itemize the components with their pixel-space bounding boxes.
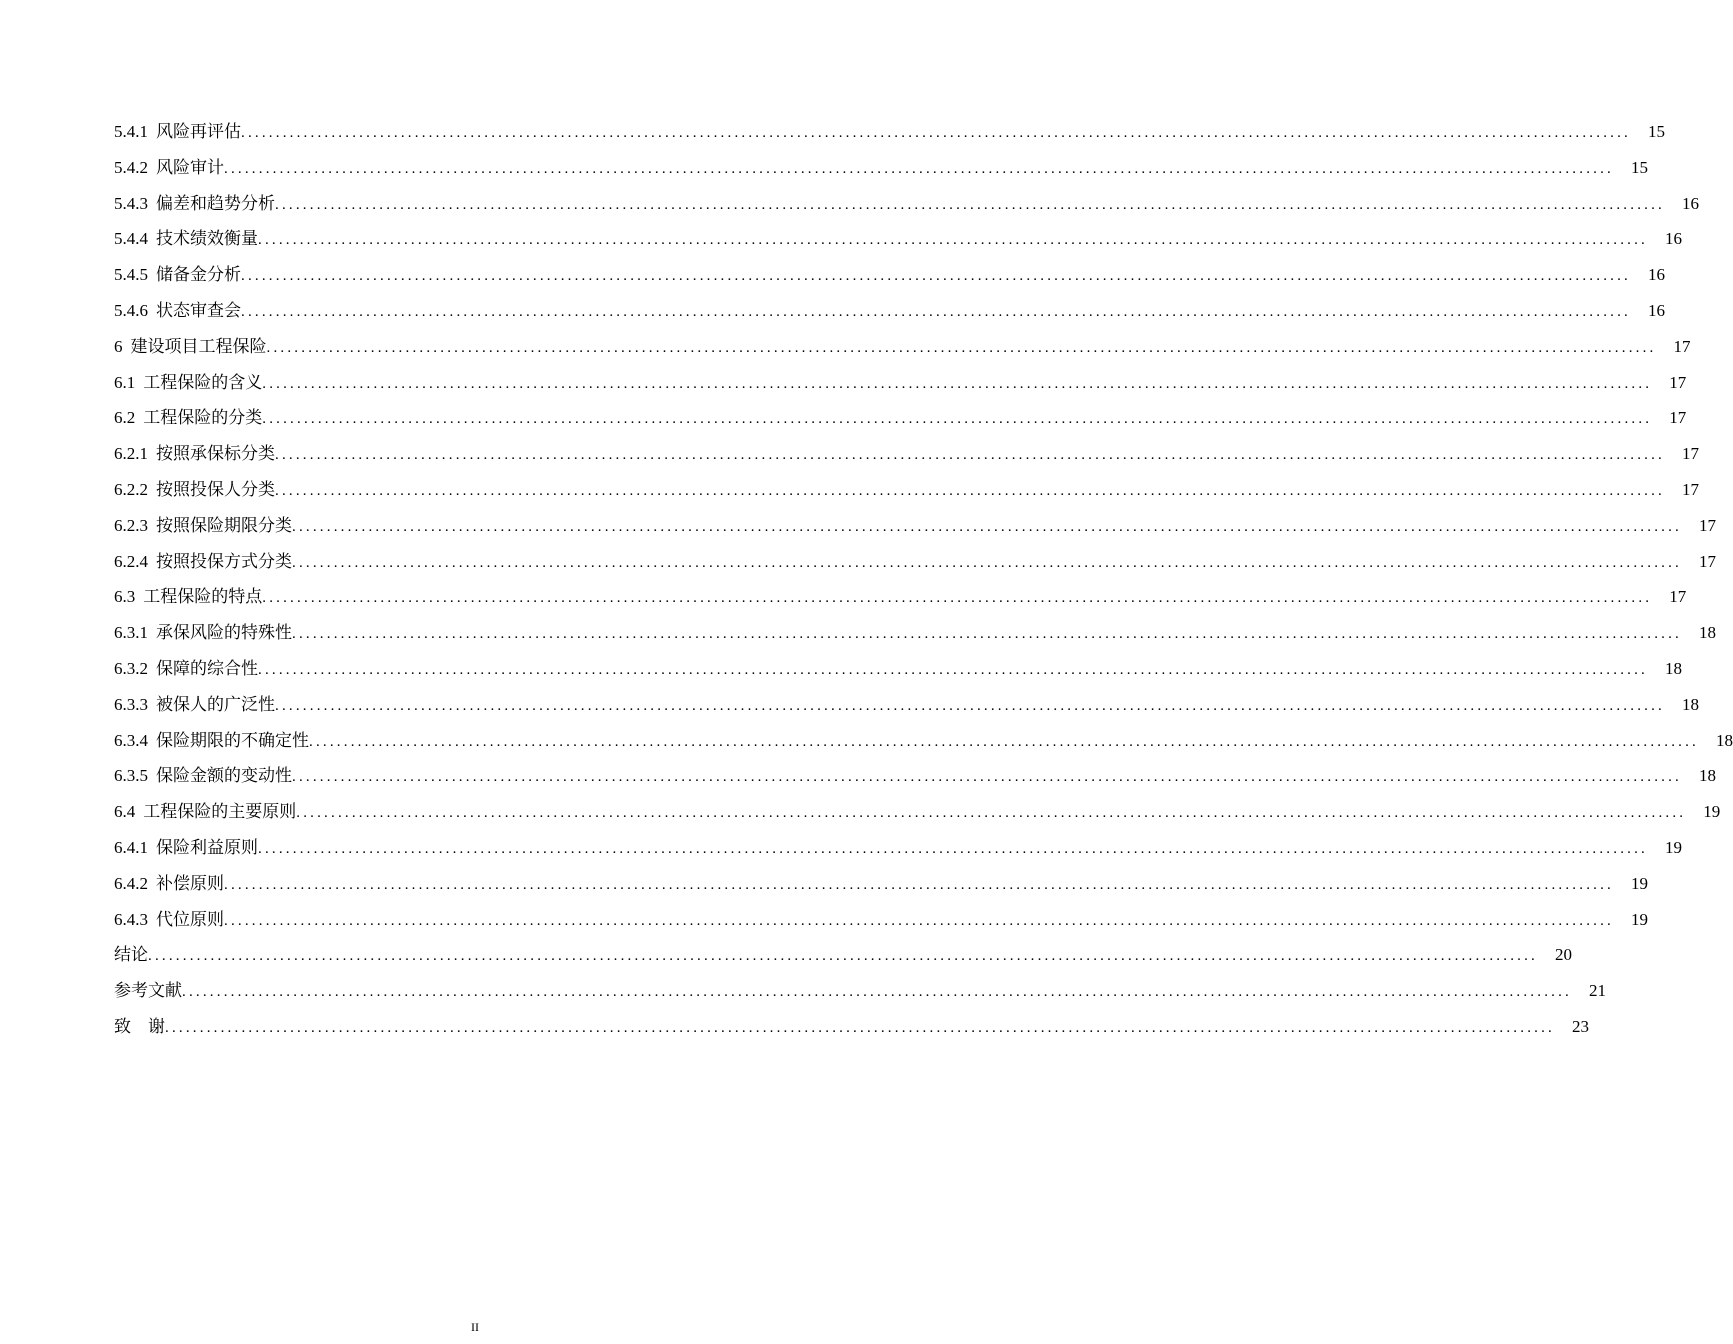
toc-dot-leader: ........................................................................................................................................................................................................: [309, 733, 1699, 750]
toc-entry-label: [114, 758, 292, 794]
toc-dot-leader: ........................................................................................................................................................................................................: [224, 876, 1614, 893]
toc-entry-page: 19: [1665, 837, 1682, 857]
toc-dot-leader: ........................................................................................................................................................................................................: [275, 447, 1665, 464]
toc-dot-leader: ........................................................................................................................................................................................................: [292, 626, 1682, 643]
toc-entry-label: [114, 329, 267, 365]
toc-dot-leader: ........................................................................................................................................................................................................: [275, 482, 1665, 499]
toc-entry[interactable]: [114, 114, 1665, 150]
toc-entry-number: 5.4.3: [114, 193, 148, 213]
toc-entry[interactable]: [114, 400, 1687, 436]
toc-entry[interactable]: [114, 186, 1699, 222]
toc-entry-page: 19: [1631, 909, 1648, 929]
toc-entry-label: [114, 794, 296, 830]
toc-dot-leader: ........................................................................................................................................................................................................: [165, 1019, 1555, 1036]
toc-entry-page: 17: [1699, 515, 1716, 535]
toc-entry-label: [114, 508, 292, 544]
toc-entry-label: [114, 866, 224, 902]
toc-entry-label: [114, 544, 292, 580]
toc-entry-title: 按照承保标分类: [156, 444, 275, 464]
toc-entry[interactable]: [114, 257, 1665, 293]
toc-entry-page: 15: [1648, 122, 1665, 141]
toc-entry-label: [114, 830, 258, 866]
toc-entry-title: 结论: [114, 945, 148, 965]
toc-entry-page: 17: [1682, 444, 1699, 464]
toc-entry[interactable]: [114, 758, 1716, 794]
toc-entry-number: 6.2.2: [114, 479, 148, 499]
toc-entry-title: 储备金分析: [156, 265, 241, 285]
toc-entry-page: 18: [1682, 694, 1699, 714]
toc-entry-page: 18: [1716, 730, 1733, 750]
toc-entry-label: [114, 436, 275, 472]
toc-entry-title: 按照保险期限分类: [156, 515, 292, 535]
toc-entry-page: 17: [1669, 587, 1687, 607]
toc-entry-page: 17: [1673, 336, 1691, 356]
toc-entry-number: 6.1: [114, 372, 136, 392]
toc-dot-leader: ........................................................................................................................................................................................................: [296, 805, 1687, 822]
toc-entry[interactable]: [114, 723, 1733, 759]
toc-entry[interactable]: [114, 329, 1691, 365]
toc-entry-page: 17: [1669, 408, 1687, 428]
toc-entry[interactable]: [114, 508, 1716, 544]
toc-entry[interactable]: [114, 615, 1716, 651]
toc-entry-title: 保险金额的变动性: [156, 766, 292, 786]
toc-entry-label: [114, 114, 241, 150]
toc-entry-number: 6.3.5: [114, 766, 148, 786]
toc-entry-page: 17: [1669, 372, 1687, 392]
toc-entry-page: 18: [1665, 658, 1682, 678]
toc-entry-title: 保险期限的不确定性: [156, 730, 309, 750]
toc-entry-label: [114, 365, 262, 401]
toc-dot-leader: ........................................................................................................................................................................................................: [266, 339, 1657, 356]
toc-entry-number: 6.3.3: [114, 694, 148, 714]
toc-entry-title: 承保风险的特殊性: [156, 623, 292, 643]
toc-entry-number: 5.4.1: [114, 122, 148, 141]
toc-entry[interactable]: [114, 651, 1682, 687]
toc-dot-leader: ........................................................................................................................................................................................................: [275, 196, 1665, 213]
toc-entry-title: 状态审查会: [156, 300, 241, 320]
toc-entry-number: 6.3: [114, 587, 136, 607]
toc-entry[interactable]: [114, 150, 1648, 186]
page-number: II: [471, 1320, 479, 1334]
toc-entry-label: [114, 723, 309, 759]
toc-entry-label: [114, 1009, 165, 1045]
toc-entry[interactable]: [114, 687, 1699, 723]
toc-entry-label: [114, 221, 258, 257]
toc-entry-page: 17: [1699, 551, 1716, 571]
toc-entry-page: 16: [1648, 265, 1665, 285]
toc-entry-title: 工程保险的主要原则: [143, 802, 297, 822]
toc-entry-title: 风险审计: [156, 157, 224, 177]
toc-entry-number: 6.4: [114, 802, 136, 822]
toc-entry-number: 6.3.4: [114, 730, 148, 750]
toc-entry-title: 参考文献: [114, 981, 182, 1001]
toc-entry-number: 5.4.4: [114, 229, 148, 249]
toc-entry-number: 6.3.1: [114, 623, 148, 643]
toc-entry-title: 按照投保方式分类: [156, 551, 292, 571]
toc-entry[interactable]: [114, 221, 1682, 257]
toc-entry-title: 保障的综合性: [156, 658, 258, 678]
toc-dot-leader: ........................................................................................................................................................................................................: [292, 554, 1682, 571]
toc-entry-title: 工程保险的含义: [143, 372, 263, 392]
toc-entry[interactable]: [114, 866, 1648, 902]
toc-entry[interactable]: [114, 365, 1687, 401]
toc-entry-title: 建设项目工程保险: [130, 336, 267, 356]
toc-entry-label: [114, 615, 292, 651]
toc-entry-title: 补偿原则: [156, 873, 224, 893]
toc-entry-label: [114, 150, 224, 186]
toc-entry-page: 18: [1699, 623, 1716, 643]
toc-dot-leader: ........................................................................................................................................................................................................: [241, 303, 1631, 320]
toc-entry[interactable]: [114, 1009, 1589, 1045]
toc-dot-leader: ........................................................................................................................................................................................................: [182, 984, 1572, 1001]
toc-entry-number: 6.2.1: [114, 444, 148, 464]
toc-entry-title: 工程保险的分类: [143, 408, 263, 428]
toc-entry-page: 16: [1665, 229, 1682, 249]
toc-entry-page: 18: [1699, 766, 1716, 786]
toc-entry-number: 6: [114, 336, 123, 356]
toc-dot-leader: ........................................................................................................................................................................................................: [262, 590, 1653, 607]
toc-entry-label: [114, 973, 182, 1009]
toc-dot-leader: ........................................................................................................................................................................................................: [275, 697, 1665, 714]
toc-dot-leader: ........................................................................................................................................................................................................: [262, 375, 1653, 392]
toc-entry-page: 20: [1555, 945, 1572, 965]
toc-entry[interactable]: [114, 973, 1606, 1009]
toc-dot-leader: ........................................................................................................................................................................................................: [241, 268, 1631, 285]
toc-dot-leader: ........................................................................................................................................................................................................: [258, 232, 1648, 249]
toc-entry-label: [114, 902, 224, 938]
toc-entry-number: 6.4.3: [114, 909, 148, 929]
toc-entry-title: 按照投保人分类: [156, 479, 275, 499]
toc-entry[interactable]: [114, 472, 1699, 508]
toc-entry[interactable]: [114, 937, 1572, 973]
toc-entry-label: [114, 257, 241, 293]
toc-entry-page: 17: [1682, 479, 1699, 499]
toc-entry-label: [114, 400, 262, 436]
toc-entry[interactable]: [114, 436, 1699, 472]
toc-entry-number: 6.2.3: [114, 515, 148, 535]
toc-entry-label: [114, 186, 275, 222]
toc-entry[interactable]: [114, 794, 1721, 830]
toc-entry[interactable]: [114, 544, 1716, 580]
toc-entry-number: 6.2: [114, 408, 136, 428]
toc-entry-page: 16: [1682, 193, 1699, 213]
toc-entry-label: [114, 293, 241, 329]
toc-entry-label: [114, 472, 275, 508]
toc-entry-page: 21: [1589, 981, 1606, 1001]
toc-entry-number: 5.4.2: [114, 157, 148, 177]
toc-dot-leader: ........................................................................................................................................................................................................: [258, 840, 1648, 857]
toc-dot-leader: ........................................................................................................................................................................................................: [262, 411, 1653, 428]
toc-dot-leader: ........................................................................................................................................................................................................: [224, 912, 1614, 929]
toc-dot-leader: ........................................................................................................................................................................................................: [241, 125, 1631, 141]
toc-dot-leader: ........................................................................................................................................................................................................: [224, 160, 1614, 177]
toc-dot-leader: ........................................................................................................................................................................................................: [292, 518, 1682, 535]
toc-entry-page: 19: [1631, 873, 1648, 893]
toc-entry-number: 6.3.2: [114, 658, 148, 678]
toc-dot-leader: ........................................................................................................................................................................................................: [258, 661, 1648, 678]
toc-entry-page: 19: [1703, 802, 1721, 822]
toc-dot-leader: ........................................................................................................................................................................................................: [148, 948, 1538, 965]
toc-entry-title: 技术绩效衡量: [156, 229, 258, 249]
toc-entry-number: 6.4.1: [114, 837, 148, 857]
toc-entry-title: 被保人的广泛性: [156, 694, 275, 714]
toc-entry-title: 工程保险的特点: [143, 587, 263, 607]
toc-entry-page: 15: [1631, 157, 1648, 177]
toc-entry[interactable]: [114, 902, 1648, 938]
toc-entry[interactable]: [114, 579, 1687, 615]
toc-entry-page: 16: [1648, 300, 1665, 320]
toc-entry-title: 代位原则: [156, 909, 224, 929]
toc-entry-label: [114, 937, 148, 973]
toc-entry-number: 5.4.5: [114, 265, 148, 285]
toc-entry-label: [114, 579, 262, 615]
toc-entry-title: 保险利益原则: [156, 837, 258, 857]
toc-entry[interactable]: [114, 293, 1665, 329]
toc-entry-title: 致 谢: [114, 1016, 165, 1036]
toc-dot-leader: ........................................................................................................................................................................................................: [292, 769, 1682, 786]
toc-entry-label: [114, 651, 258, 687]
table-of-contents: [114, 114, 1733, 1045]
toc-entry-number: 6.4.2: [114, 873, 148, 893]
toc-entry-title: 风险再评估: [156, 122, 241, 141]
toc-entry[interactable]: [114, 830, 1682, 866]
toc-entry-page: 23: [1572, 1016, 1589, 1036]
toc-entry-number: 6.2.4: [114, 551, 148, 571]
toc-entry-number: 5.4.6: [114, 300, 148, 320]
toc-entry-label: [114, 687, 275, 723]
toc-entry-title: 偏差和趋势分析: [156, 193, 275, 213]
